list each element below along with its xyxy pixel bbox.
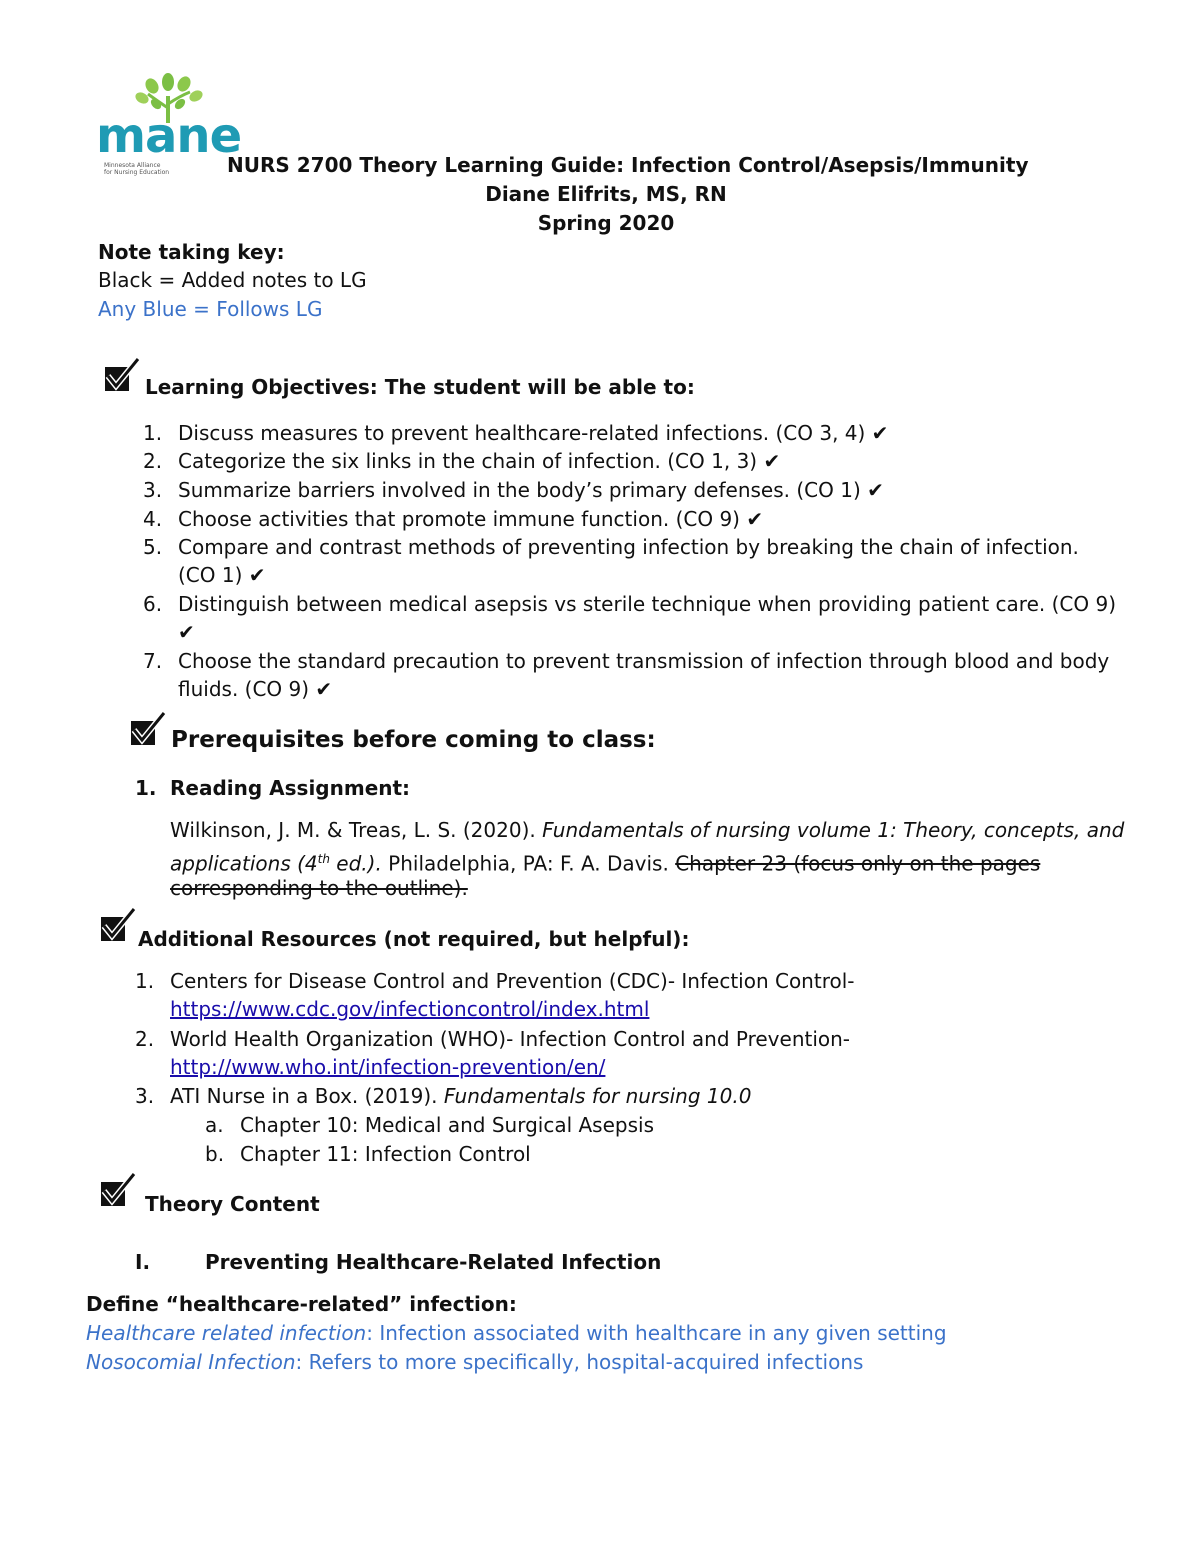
objective-number: 7. [143,649,163,673]
resources-heading: Additional Resources (not required, but helpful): [138,927,690,951]
key-blue-line [98,295,322,323]
citation-struck-2: corresponding to the outline). [170,876,468,900]
prereq-item-label: Reading Assignment: [170,776,411,800]
subitem-text: Chapter 11: Infection Control [240,1142,531,1166]
definition-1-text: : Infection associated with healthcare in any given setting [366,1321,947,1345]
objective-text: Categorize the six links in the chain of infection. (CO 1, 3) ✔ [178,449,781,473]
key-blue-text: Follows LG [209,297,323,321]
objective-number: 5. [143,535,163,559]
resource-3-italic: Fundamentals for nursing 10.0 [443,1084,752,1108]
logo-wordmark: mane [96,108,242,164]
objective-text: Compare and contrast methods of preventing infection by breaking the chain of infection. [178,535,1079,559]
objective-text: Choose activities that promote immune function. (CO 9) ✔ [178,507,764,531]
objective-number: 3. [143,478,163,502]
subitem-letter: b. [205,1142,225,1166]
define-label: Define “healthcare-related” infection: [86,1292,517,1316]
checkbox-checked-icon [100,1173,136,1207]
objective-text: Summarize barriers involved in the body’s primary defenses. (CO 1) ✔ [178,478,884,502]
definition-1-term: Healthcare related infection [86,1321,367,1345]
citation-line-1 [170,816,1124,844]
citation-authors: Wilkinson, J. M. & Treas, L. S. (2020). [170,818,543,842]
citation-title-1: Fundamentals of nursing volume 1: Theory, concepts, and [542,818,1125,842]
subitem-letter: a. [205,1113,224,1137]
doc-title: NURS 2700 Theory Learning Guide: Infection Control/Asepsis/Immunity [227,153,1029,177]
checkbox-checked-icon [130,712,166,746]
citation-title-2a: applications (4 [170,851,318,876]
resource-number: 3. [135,1084,155,1108]
mane-logo [96,68,242,178]
definition-2-term: Nosocomial Infection [86,1350,296,1374]
citation-publisher: Philadelphia, PA: F. A. Davis. [381,851,676,876]
definition-2 [86,1348,863,1376]
objective-text-continued: (CO 1) ✔ [178,563,266,587]
logo-subtitle-2: for Nursing Education [104,169,170,176]
objective-text: Choose the standard precaution to prevent transmission of infection through blood and body [178,649,1110,673]
doc-term: Spring 2020 [537,211,675,235]
key-blue-label: Any Blue = [98,297,210,321]
objective-number: 2. [143,449,163,473]
key-heading: Note taking key: [98,240,285,264]
prereq-heading: Prerequisites before coming to class: [171,727,656,753]
objective-text-continued: ✔ [178,620,195,644]
citation-line-2 [170,845,1040,878]
checkbox-checked-icon [100,908,136,942]
resource-number: 1. [135,969,155,993]
prereq-item-number: 1. [135,776,157,800]
objective-number: 4. [143,507,163,531]
theory-heading: Theory Content [145,1192,320,1216]
definition-1 [86,1319,947,1347]
resource-number: 2. [135,1027,155,1051]
section-number: I. [135,1250,151,1274]
citation-superscript: th [317,852,330,866]
doc-author: Diane Elifrits, MS, RN [485,182,727,206]
resource-link[interactable]: https://www.cdc.gov/infectioncontrol/index.html [170,997,650,1021]
objectives-heading: Learning Objectives: The student will be able to: [145,375,695,399]
resource-3-text: ATI Nurse in a Box. (2019). [170,1084,444,1108]
citation-title-2b: ed.). [329,851,382,876]
definition-2-text: : Refers to more specifically, hospital-acquired infections [295,1350,864,1374]
objective-text-continued: fluids. (CO 9) ✔ [178,677,333,701]
checkbox-checked-icon [104,358,140,392]
resource-link[interactable]: http://www.who.int/infection-prevention/en/ [170,1055,606,1079]
key-black-line: Black = Added notes to LG [98,268,367,292]
objective-number: 6. [143,592,163,616]
citation-struck-1: Chapter 23 (focus only on the pages [675,851,1041,876]
objective-text: Discuss measures to prevent healthcare-related infections. (CO 3, 4) ✔ [178,421,889,445]
objective-text: Distinguish between medical asepsis vs sterile technique when providing patient care. (CO 9) [178,592,1117,616]
resource-text: World Health Organization (WHO)- Infection Control and Prevention- [170,1027,851,1051]
section-title: Preventing Healthcare-Related Infection [205,1250,662,1274]
resource-item-3 [170,1082,751,1110]
objective-number: 1. [143,421,163,445]
resource-text: Centers for Disease Control and Prevention (CDC)- Infection Control- [170,969,855,993]
subitem-text: Chapter 10: Medical and Surgical Asepsis [240,1113,654,1137]
logo-subtitle-1: Minnesota Alliance [104,162,161,169]
